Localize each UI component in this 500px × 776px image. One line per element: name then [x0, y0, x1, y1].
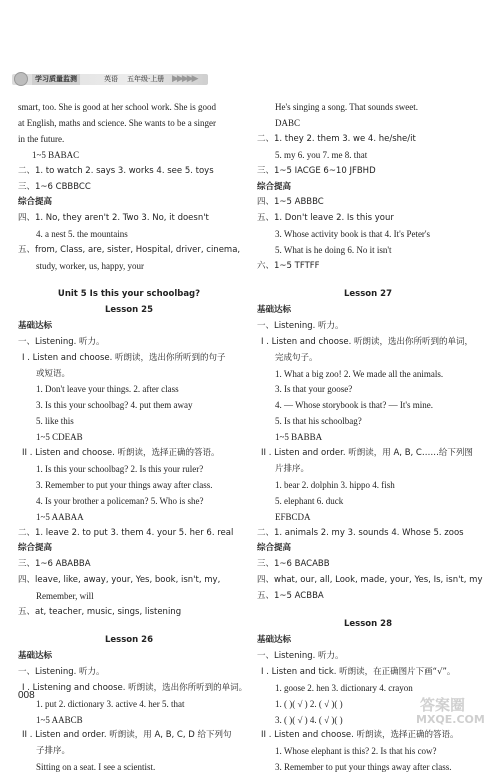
answer-line: 5. What is he doing 6. No it isn't — [275, 245, 392, 256]
answer-line: 子排序。 — [36, 746, 71, 757]
answer-line: 综合提高 — [257, 181, 292, 192]
answer-line: 三、1~6 ABABBA — [18, 559, 91, 570]
answer-line: 五、from, Class, are, sister, Hospital, driver, cinema, — [18, 245, 241, 256]
answer-line: study, worker, us, happy, your — [36, 261, 144, 272]
answer-line: 1. Is this your schoolbag? 2. Is this your ruler? — [36, 463, 204, 474]
answer-line: I . Listen and choose. 听朗读，选出你所听到的句子 — [22, 352, 226, 363]
answer-line: 1~5 CDEAB — [36, 432, 83, 443]
answer-line: Remember, will — [36, 591, 94, 602]
answer-line: 二、1. leave 2. to put 3. them 4. your 5. her 6. real — [18, 527, 234, 538]
subject-label: 英语 — [104, 75, 118, 83]
answer-line: 五、1~5 ACBBA — [257, 591, 324, 602]
answer-line: 一、Listening. 听力。 — [18, 336, 105, 347]
answer-line: 四、1. No, they aren't 2. Two 3. No, it doesn't — [18, 213, 209, 224]
answer-line: 四、leave, like, away, your, Yes, book, isn't, my, — [18, 575, 221, 586]
answer-line: 3. Is this your schoolbag? 4. put them away — [36, 400, 193, 411]
answer-line: 3. ( )( √ ) 4. ( √ )( ) — [275, 714, 343, 725]
answer-line: 1. put 2. dictionary 3. active 4. her 5. that — [36, 698, 185, 709]
answer-line: 3. Remember to put your things away after class. — [275, 762, 452, 773]
answer-line: He's singing a song. That sounds sweet. — [275, 102, 418, 112]
watermark-title: 答案圈 — [420, 696, 466, 714]
answer-line: 三、1~6 CBBBCC — [18, 181, 91, 192]
answer-line: Lesson 27 — [344, 288, 392, 299]
page-number: 008 — [18, 690, 35, 701]
answer-line: 3. Whose activity book is that 4. It's Peter's — [275, 229, 431, 240]
spacer — [18, 621, 240, 633]
answer-line: II . Listen and order. 听朗读，用 A, B, C, D 给下列句 — [22, 730, 232, 741]
answer-line: 4. — Whose storybook is that? — It's mine. — [275, 400, 433, 411]
answer-line: smart, too. She is good at her school work. She is good — [18, 102, 216, 112]
answer-line: 1. Whose elephant is this? 2. Is that his cow? — [275, 746, 437, 757]
answer-line: 四、1~5 ABBBC — [257, 197, 324, 208]
answer-line: 二、1. animals 2. my 3. sounds 4. Whose 5. zoos — [257, 527, 464, 538]
answer-line: DABC — [275, 117, 301, 128]
answer-line: 一、Listening. 听力。 — [257, 320, 344, 331]
answer-line: Lesson 28 — [344, 619, 392, 630]
answer-line: at English, maths and science. She wants to be a singer — [18, 117, 216, 128]
right-column — [257, 100, 483, 776]
answer-line: 3. Remember to put your things away after class. — [36, 479, 213, 490]
answer-line: 基础达标 — [18, 650, 53, 661]
answer-line: 1. ( )( √ ) 2. ( √ )( ) — [275, 698, 343, 709]
answer-line: 三、1~5 IACGE 6~10 JFBHD — [257, 165, 376, 176]
answer-line: II . Listen and choose. 听朗读，选择正确的答语。 — [22, 448, 220, 459]
left-column — [18, 100, 248, 776]
answer-line: 5. my 6. you 7. me 8. that — [275, 149, 368, 160]
answer-line: 基础达标 — [257, 635, 292, 645]
answer-line: 综合提高 — [18, 543, 53, 554]
answer-line: 综合提高 — [257, 543, 292, 554]
answer-line: 3. Is that your goose? — [275, 384, 353, 395]
answer-line: 1. Don't leave your things. 2. after class — [36, 384, 179, 395]
answer-line: I . Listen and tick. 听朗读，在正确图片下画“√”。 — [261, 666, 456, 677]
answer-line: II . Listen and choose. 听朗读，选择正确的答语。 — [261, 730, 459, 741]
answer-line: 六、1~5 TFTFF — [257, 261, 320, 272]
answer-line: 5. like this — [36, 416, 74, 427]
answer-line: 五、1. Don't leave 2. Is this your — [257, 213, 394, 224]
series-title: 学习质量监测 — [32, 74, 80, 85]
answer-line: 一、Listening. 听力。 — [18, 666, 105, 677]
answer-line: 二、1. they 2. them 3. we 4. he/she/it — [257, 133, 416, 144]
answer-line: 5. elephant 6. duck — [275, 495, 344, 506]
answer-line: 基础达标 — [257, 304, 292, 315]
answer-line: in the future. — [18, 133, 65, 144]
answer-line: 1~5 BABBA — [275, 432, 323, 443]
series-logo-icon — [14, 72, 28, 86]
answer-line: 1. goose 2. hen 3. dictionary 4. crayon — [275, 682, 413, 693]
answer-line: EFBCDA — [275, 511, 311, 522]
answer-line: 5. Is that his schoolbag? — [275, 416, 362, 427]
answer-line: 四、what, our, all, Look, made, your, Yes, Is, isn't, my — [257, 575, 483, 586]
answer-line: II . Listen and order. 听朗读，用 A, B, C……给下列图 — [261, 448, 473, 459]
answer-line: I . Listening and choose. 听朗读，选出你所听到的单词。 — [22, 682, 248, 693]
answer-line: 4. a nest 5. the mountains — [36, 229, 128, 240]
answer-line: 三、1~6 BACABB — [257, 559, 330, 570]
spacer — [18, 275, 240, 287]
answer-line: 或短语。 — [36, 368, 71, 379]
answer-line: Sitting on a seat. I see a scientist. — [36, 762, 156, 773]
answer-line: Unit 5 Is this your schoolbag? — [57, 288, 201, 299]
page-header — [12, 72, 212, 86]
grade-label: 五年级·上册 — [127, 75, 165, 83]
answer-line: 1~5 AABAA — [36, 511, 84, 522]
answer-line: 二、1. to watch 2. says 3. works 4. see 5. toys — [18, 165, 214, 176]
answer-line: 4. Is your brother a policeman? 5. Who is she? — [36, 495, 204, 506]
answer-line: 基础达标 — [18, 320, 53, 331]
arrow-decoration-icon: ▶▶▶▶▶ — [172, 73, 197, 83]
answer-line: 1. bear 2. dolphin 3. hippo 4. fish — [275, 479, 395, 490]
spacer — [257, 275, 479, 287]
answer-line: I . Listen and choose. 听朗读，选出你所听到的单词， — [261, 336, 474, 347]
answer-line: 1~5 AABCB — [36, 714, 83, 725]
answer-line: 完成句子。 — [275, 352, 318, 363]
answer-line: 1. What a big zoo! 2. We made all the animals. — [275, 368, 444, 379]
answer-line: 一、Listening. 听力。 — [257, 650, 344, 661]
answer-line: 五、at, teacher, music, sings, listening — [18, 607, 182, 618]
answer-line: Lesson 26 — [105, 635, 153, 645]
spacer — [257, 605, 479, 617]
answer-line: Lesson 25 — [105, 304, 153, 315]
watermark-url: MXQE.COM — [416, 713, 485, 726]
answer-line: 综合提高 — [18, 197, 53, 208]
answer-line: 片排序。 — [275, 463, 310, 474]
answer-line: 1~5 BABAC — [32, 149, 80, 160]
